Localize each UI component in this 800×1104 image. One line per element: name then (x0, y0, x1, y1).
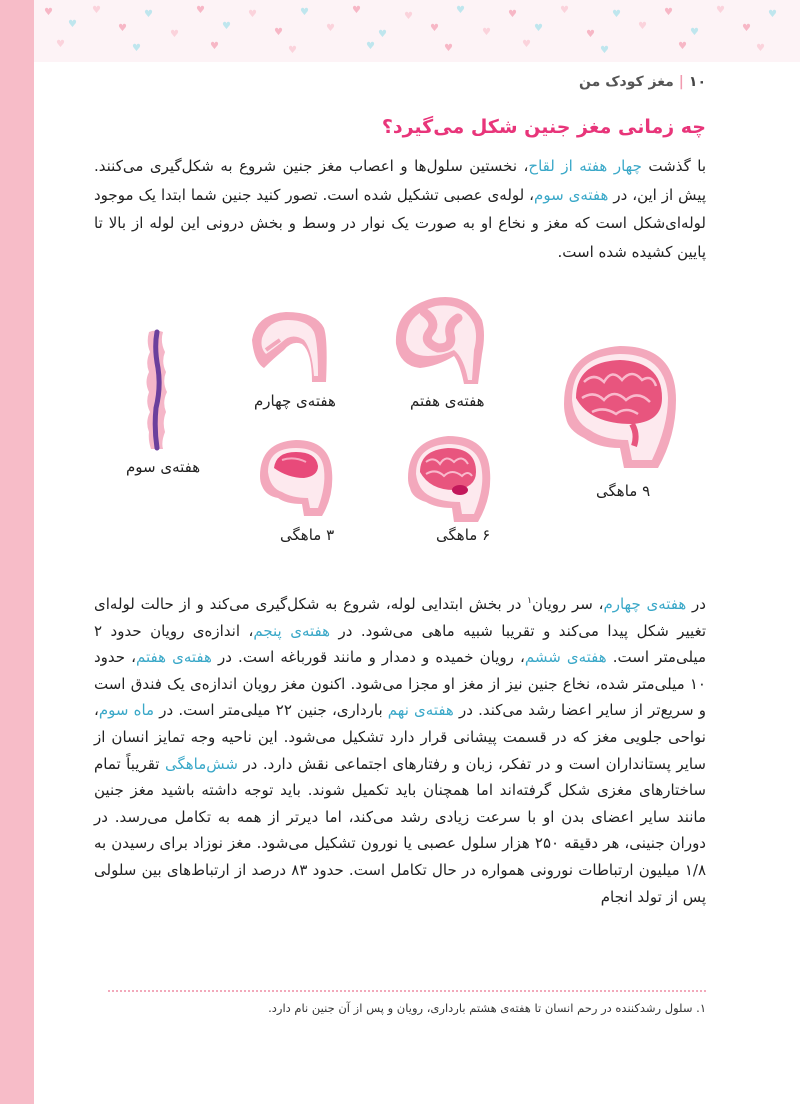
text-run: تقریباً تمام ساختارهای مغزی شکل گرفته‌اند اما همچنان باید تکمیل شوند. باید توجه داشته باشید مغز جنین مانند سایر اعضای بدن او با سرعت زیادی رشد می‌کند، اما دیرتر از همه به تکامل می‌رسد. در دوران جنینی، هر دقیقه ۲۵۰ هزار سلول عصبی یا نورون تشکیل می‌شود. مغز نوزاد برای رسیدن به ۱/۸ میلیون ارتباطات نورونی همواره در حال تکامل است. حدود ۸۳ درصد از ارتباط‌های بین سلولی پس از تولد انجام (94, 754, 706, 906)
month9-fetus-head-illustration (560, 342, 680, 470)
text-run: در (686, 595, 706, 613)
week4-embryo-illustration (250, 310, 328, 384)
footnote-marker: ۱ (527, 596, 532, 606)
intro-paragraph (94, 152, 706, 266)
highlight-term: هفته‌ی هفتم (136, 648, 212, 667)
highlight-term: چهار هفته از لقاح (528, 157, 642, 175)
main-paragraph (94, 588, 706, 910)
page-edge-band (0, 0, 34, 1104)
text-run: ، سر رویان (532, 595, 604, 613)
highlight-term: هفته‌ی سوم (534, 185, 609, 204)
highlight-term: هفته‌ی ششم (524, 648, 607, 667)
month3-fetus-head-illustration (256, 436, 336, 518)
highlight-term: هفته‌ی نهم (387, 701, 454, 720)
week7-embryo-illustration (394, 294, 486, 386)
text-run: ، لوله‌ی عصبی تشکیل شده است. تصور کنید جنین شما ابتدا یک موجود لوله‌ای‌شکل است که مغز و نخاع او به صورت یک نوار در وسط و بخش درونی این لوله از بالا تا پایین کشیده شده است. (94, 185, 706, 261)
caption-month9: ۹ ماهگی (596, 482, 651, 500)
book-title: مغز کودک من (579, 74, 674, 90)
caption-month6: ۶ ماهگی (436, 526, 491, 544)
header-separator: | (678, 74, 684, 90)
text-run: بارداری، جنین ۲۲ میلی‌متر است. در (154, 701, 388, 720)
caption-month3: ۳ ماهگی (280, 526, 335, 544)
text-run: در بخش ابتدایی لوله، شروع به شکل‌گیری می‌کند و از حالت لوله‌ای تغییر شکل پیدا می‌کند و تقریبا شبیه ماهی می‌شود. در (94, 595, 706, 640)
highlight-term: ماه سوم (98, 701, 155, 720)
text-run: ، نخستین سلول‌ها و اعصاب مغز جنین شروع به شکل‌گیری می‌کنند. پیش از این، در (94, 157, 706, 204)
running-header (579, 74, 706, 90)
caption-week3: هفته‌ی سوم (126, 458, 201, 476)
footnote-divider (108, 990, 706, 992)
text-run: ، نواحی جلویی مغز که در قسمت پیشانی قرار دارد تشکیل می‌شود. این ناحیه وجه تمایز انسان از سایر پستانداران است و در تفکر، زبان و رفتارهای اجتماعی نقش دارد. در (94, 701, 706, 773)
caption-week7: هفته‌ی هفتم (410, 392, 485, 410)
highlight-term: هفته‌ی چهارم (603, 595, 687, 613)
text-run: با گذشت (641, 157, 706, 175)
highlight-term: شش‌ماهگی (164, 754, 238, 773)
footnote: ۱. سلول رشدکننده در رحم انسان تا هفته‌ی هشتم بارداری، رویان و پس از آن جنین نام دارد. (268, 1001, 706, 1015)
week3-neural-tube-illustration (136, 328, 180, 452)
text-run: ، حدود ۱۰ میلی‌متر شده، نخاع جنین نیز از مغز او مجزا می‌شود. اکنون مغز رویان اندازه‌ی یک فندق است و سریع‌تر از سایر اعضا رشد می‌کند. در (94, 648, 706, 720)
caption-week4: هفته‌ی چهارم (254, 392, 336, 410)
section-title: چه زمانی مغز جنین شکل می‌گیرد؟ (381, 116, 706, 138)
text-run: ، اندازه‌ی رویان حدود ۲ میلی‌متر است. (94, 621, 706, 667)
heart-pattern-band: ♥ ♥ ♥ ♥ ♥ ♥ ♥ ♥ ♥ ♥ ♥ ♥ ♥ ♥ ♥ ♥ ♥ ♥ ♥ ♥ ♥ ♥ ♥ ♥ ♥ ♥ ♥ ♥ ♥ ♥ ♥ ♥ ♥ ♥ ♥ ♥ ♥ ♥ ♥ (34, 0, 800, 62)
month6-fetus-head-illustration (404, 432, 494, 524)
highlight-term: هفته‌ی پنجم (253, 621, 331, 640)
page-number: ۱۰ (688, 74, 706, 90)
text-run: ، رویان خمیده و دمدار و مانند قورباغه است. در (211, 648, 525, 667)
